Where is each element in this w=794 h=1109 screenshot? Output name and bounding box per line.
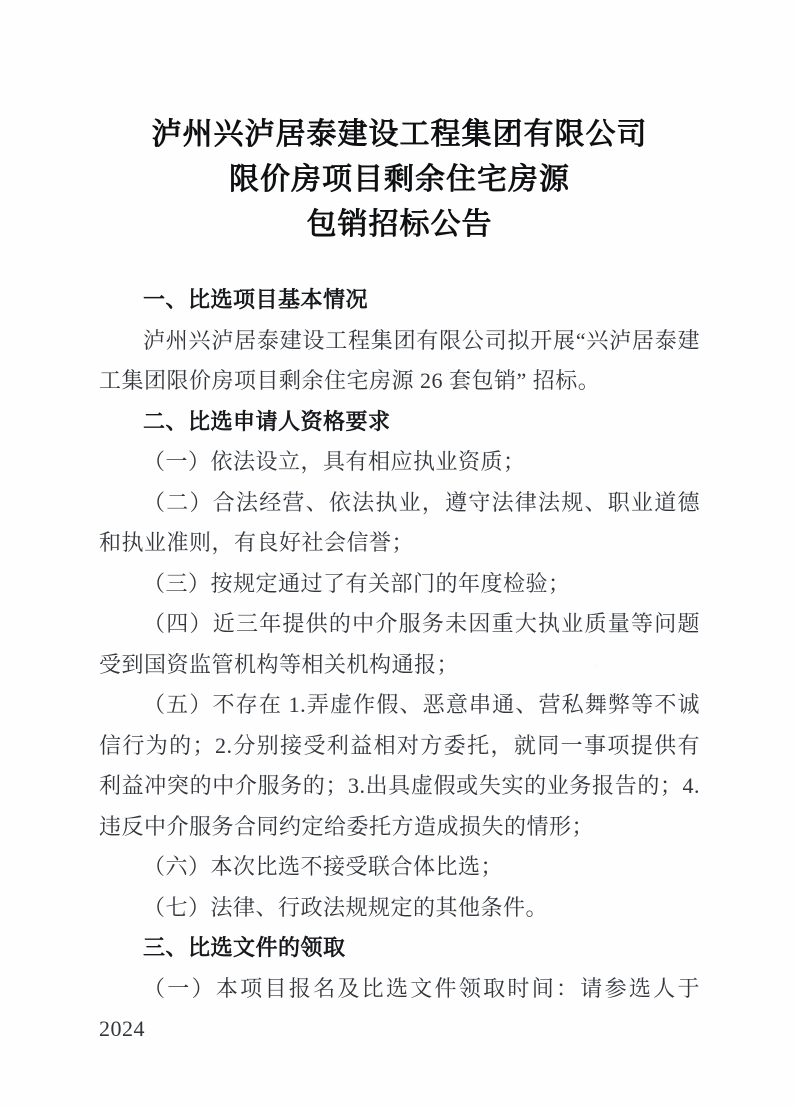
- section1-heading: 一、比选项目基本情况: [143, 287, 369, 312]
- title-line-2: 限价房项目剩余住宅房源: [229, 163, 570, 196]
- document-title: [99, 112, 700, 247]
- section2-item-4: （四）近三年提供的中介服务未因重大执业质量等问题受到国资监管机构等相关机构通报；: [99, 611, 700, 677]
- section3-heading: 三、比选文件的领取: [143, 935, 346, 960]
- title-line-3: 包销招标公告: [306, 208, 493, 241]
- section2-heading: 二、比选申请人资格要求: [143, 408, 391, 434]
- section2-item-5: （五）不存在 1.弄虚作假、恶意串通、营私舞弊等不诚信行为的；2.分别接受利益相对方委托，就同一事项提供有利益冲突的中介服务的；3.出具虚假或失实的业务报告的；4.违反中介服务合同约定给委托方造成损失的情形；: [99, 692, 700, 839]
- title-line-1: 泸州兴泸居泰建设工程集团有限公司: [151, 118, 648, 151]
- section2-item-7: （七）法律、行政法规规定的其他条件。: [143, 894, 549, 920]
- section2-item-2: （二）合法经营、依法执业，遵守法律法规、职业道德和执业准则，有良好社会信誉；: [99, 489, 700, 555]
- section2-item-6: （六）本次比选不接受联合体比选；: [143, 854, 504, 879]
- section3-item-1: （一）本项目报名及比选文件领取时间：请参选人于 2024: [99, 975, 700, 1041]
- section1-paragraph: 泸州兴泸居泰建设工程集团有限公司拟开展“兴泸居泰建工集团限价房项目剩余住宅房源 26 套包销” 招标。: [99, 327, 700, 393]
- section2-item-1: （一）依法设立，具有相应执业资质；: [143, 449, 526, 474]
- section2-item-3: （三）按规定通过了有关部门的年度检验；: [143, 570, 571, 596]
- document-body: [99, 280, 700, 1050]
